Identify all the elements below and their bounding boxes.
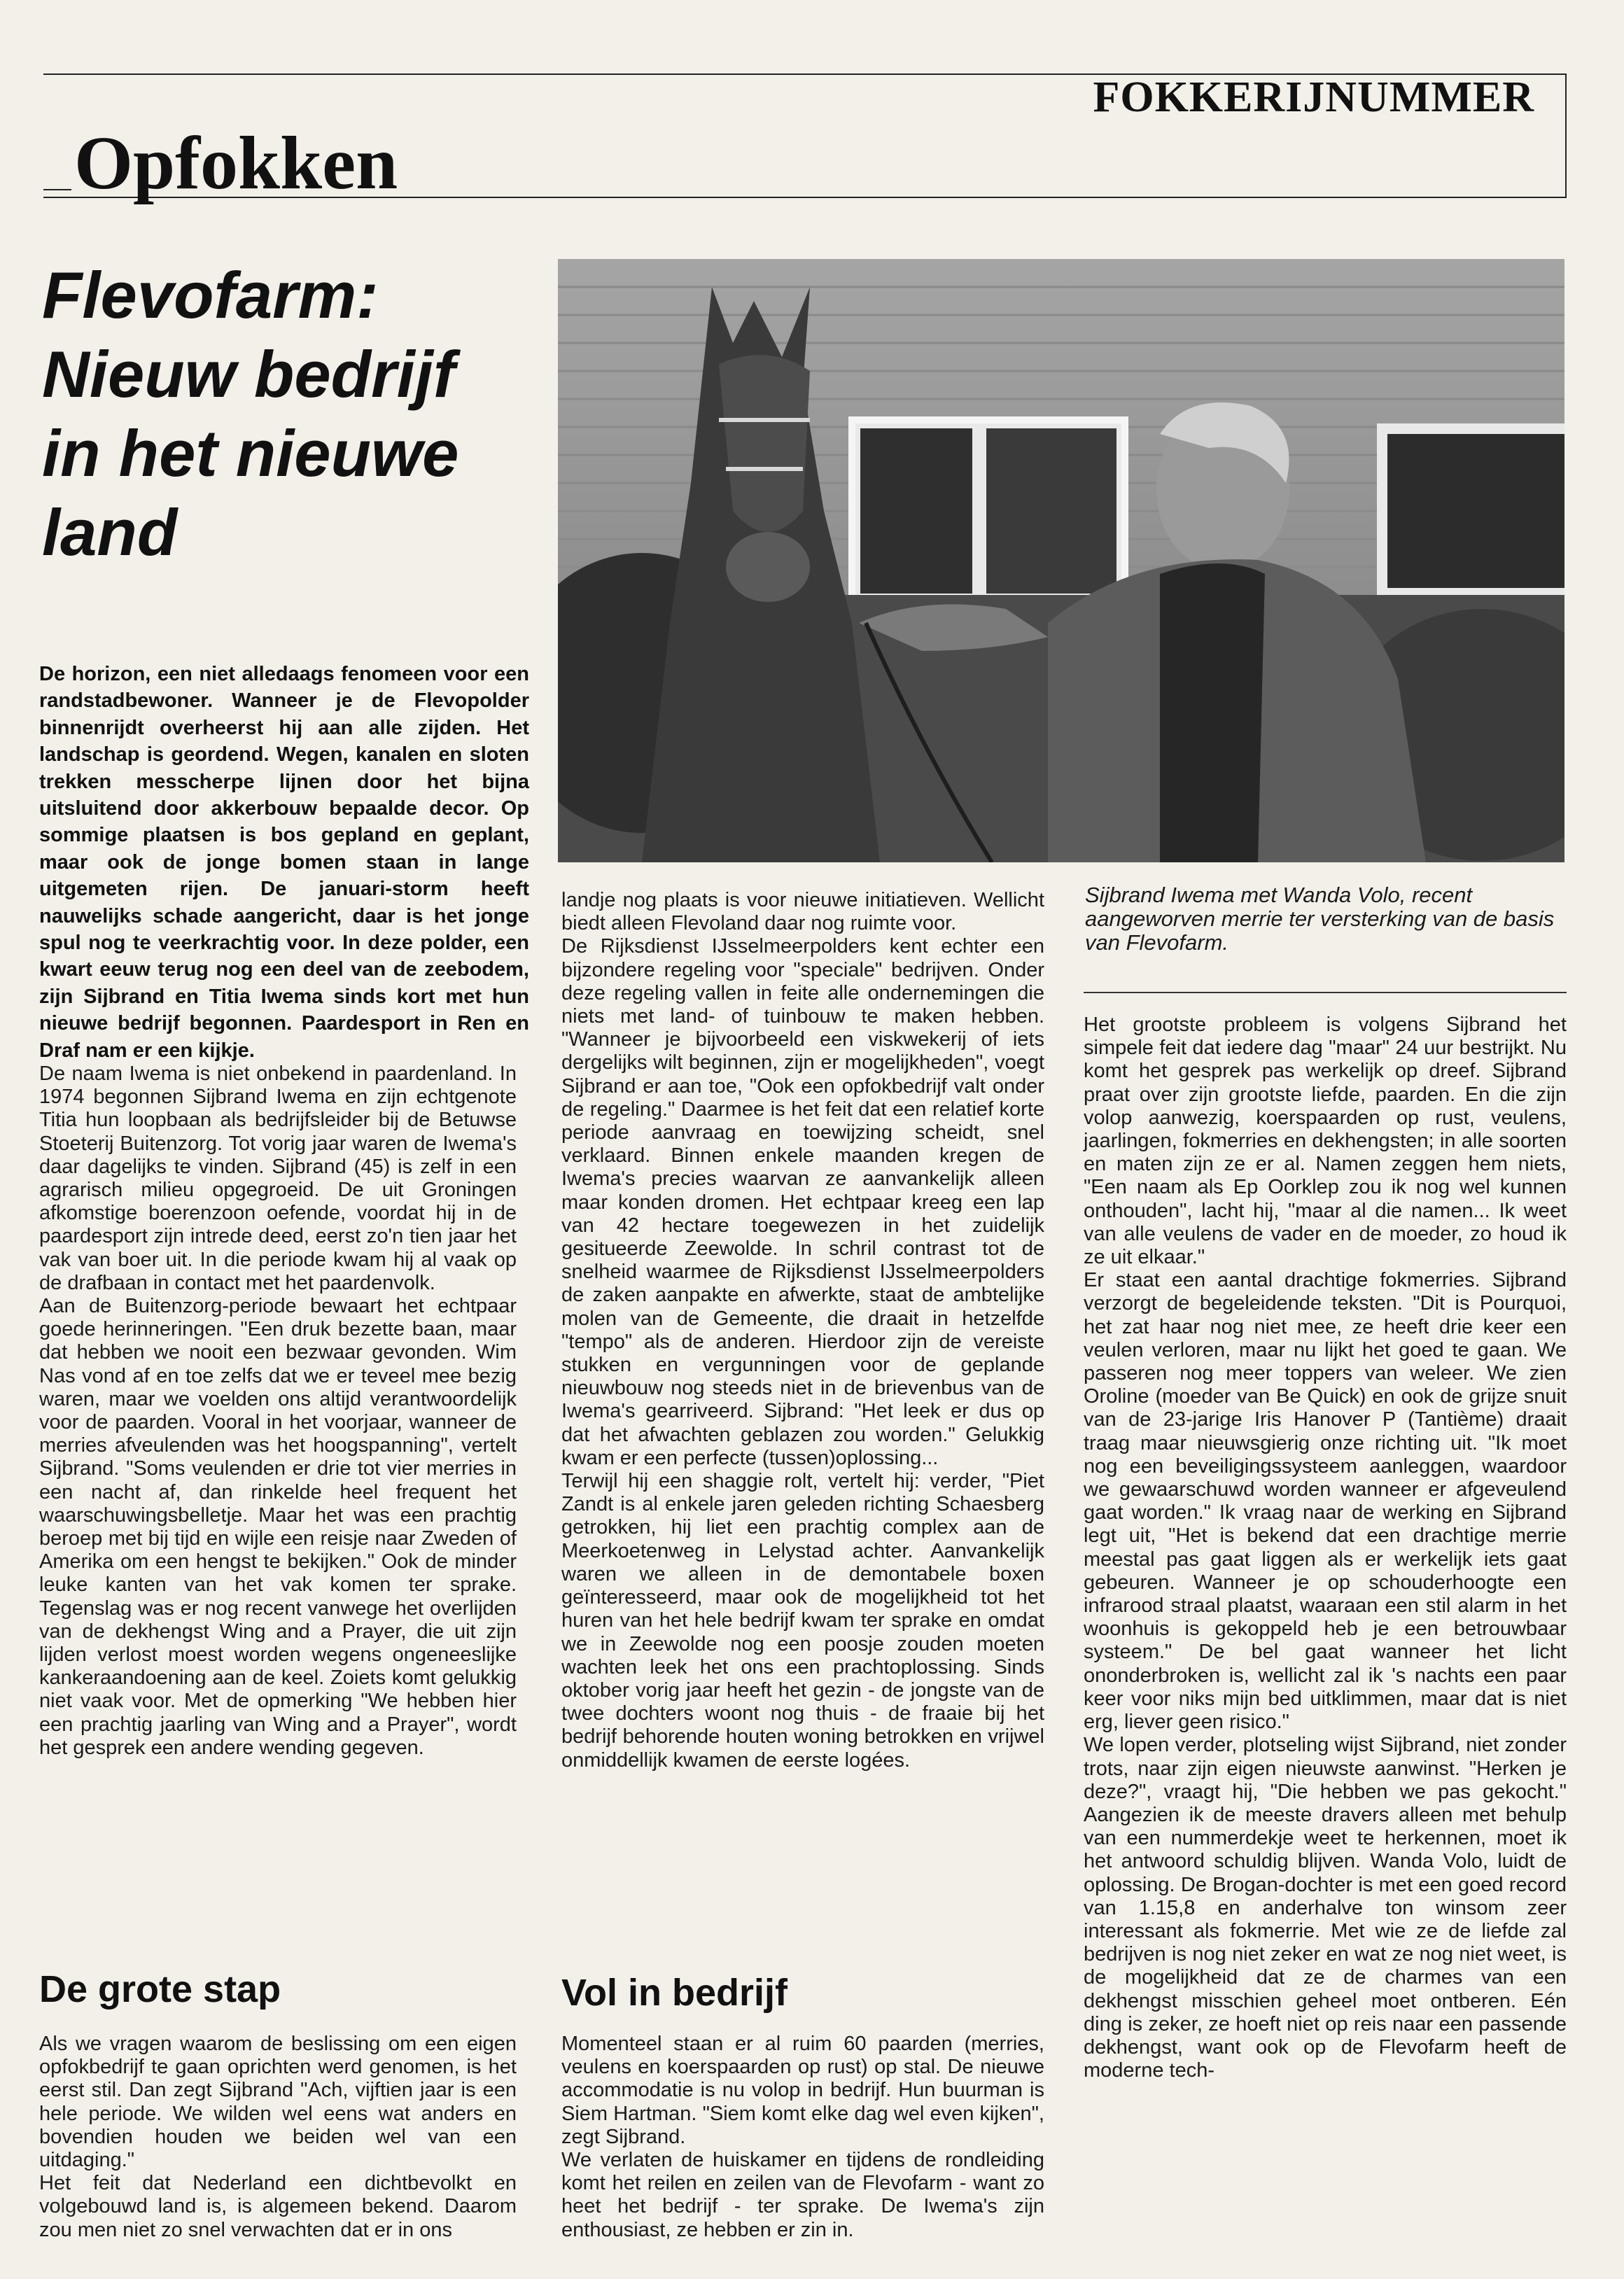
- headline-line: Flevofarm:: [42, 258, 379, 332]
- subhead-vol-in-bedrijf: Vol in bedrijf: [561, 1972, 788, 2014]
- article-column-2b: [561, 2033, 1044, 2242]
- article-column-3: [1084, 1014, 1567, 2082]
- section-title-rule: [43, 189, 71, 190]
- article-column-2: [561, 889, 1044, 1772]
- body-paragraph: We lopen verder, plotseling wijst Sijbrand, niet zonder trots, naar zijn eigen nieuwste aanwinst. "Herken je deze?", vraagt hij, "Die hebben we pas gekocht." Aangezien ik de meeste dravers alleen met behulp van een nummerdekje weet te herkennen, moet ik het antwoord schuldig blijven. Wanda Volo, luidt de oplossing. De Brogan-dochter is met een goed record van 1.15,8 en anderhalve ton winsom zeer interessant als fokmerrie. Met wie ze de liefde zal bedrijven is nog niet zeker en wat ze nog niet weet, is de mogelijkheid dat ze de charmes van een dekhengst misschien geheel moet ontberen. Eén ding is zeker, ze hoeft niet op reis naar een passende dekhengst, want ook op de Flevofarm heeft de moderne tech-: [1084, 1734, 1567, 2082]
- photo-horse-and-man: [558, 259, 1564, 862]
- article-lead: De horizon, een niet alledaags fenomeen voor een randstadbewoner. Wanneer je de Flevopolder binnenrijdt overheerst hij aan alle zijden. Het landschap is geordend. Wegen, kanalen en sloten trekken messcherpe lijnen door het bijna uitsluitend door akkerbouw bepaalde decor. Op sommige plaatsen is bos gepland en geplant, maar ook de jonge bomen staan in lange uitgemeten rijen. De januari-storm heeft nauwelijks schade aangericht, daar is het jonge spul nog te veerkrachtig voor. In deze polder, een kwart eeuw terug nog een deel van de zeebodem, zijn Sijbrand en Titia Iwema sinds kort met hun nieuwe bedrijf begonnen. Paardesport in Ren en Draf nam er een kijkje.: [39, 663, 529, 1062]
- body-paragraph: Het feit dat Nederland een dichtbevolkt en volgebouwd land is, is algemeen bekend. Daarom zou men niet zo snel verwachten dat er in ons: [39, 2172, 517, 2241]
- article-column-1: [39, 1063, 517, 1760]
- body-paragraph: Momenteel staan er al ruim 60 paarden (merries, veulens en koerspaarden op rust) op stal. De nieuwe accommodatie is nu volop in bedrijf. Hun buurman is Siem Hartman. "Siem komt elke dag wel even kijken", zegt Sijbrand.: [561, 2033, 1044, 2148]
- photo-caption: Sijbrand Iwema met Wanda Volo, recent aangeworven merrie ter versterking van de basis van Flevofarm.: [1085, 883, 1555, 955]
- magazine-section-label: FOKKERIJNUMMER: [1093, 73, 1534, 121]
- article-column-1b: [39, 2033, 517, 2242]
- body-paragraph: De Rijksdienst IJsselmeerpolders kent echter een bijzondere regeling voor "speciale" bedrijven. Onder deze regeling vallen in feite alle ondernemingen die niets met land- of tuinbouw te maken hebben. "Wanneer je bijvoorbeeld een viskwekerij of iets dergelijks wilt beginnen, zijn er mogelijkheden", voegt Sijbrand er aan toe, "Ook een opfokbedrijf valt onder de regeling." Daarmee is het feit dat een relatief korte periode aanvraag en toewijzing scheidt, snel verklaard. Binnen enkele maanden kregen de Iwema's precies waarvan ze aanvankelijk alleen maar konden dromen. Het echtpaar kreeg een lap van 42 hectare toegewezen in het zuidelijk gesitueerde Zeewolde. In schril contrast tot de snelheid waarmee de Rijksdienst IJsselmeerpolders de zaken aanpakte en afwerkte, staat de ambtelijke molen van de Gemeente, die draait in hetzelfde "tempo" als de anderen. Hierdoor zijn de vereiste stukken en vergunningen voor de geplande nieuwbouw nog steeds niet in de brievenbus van de Iwema's gearriveerd. Sijbrand: "Het leek er dus op dat het afwachten geblazen zou worden." Gelukkig kwam er een perfecte (tussen)oplossing...: [561, 935, 1044, 1469]
- headline-line: in het nieuwe: [42, 416, 459, 490]
- subhead-de-grote-stap: De grote stap: [39, 1968, 281, 2010]
- headline-line: land: [42, 496, 178, 569]
- article-headline: [42, 255, 546, 572]
- body-paragraph: We verlaten de huiskamer en tijdens de rondleiding komt het reilen en zeilen van de Flevofarm - want zo heet het bedrijf - ter sprake. De Iwema's zijn enthousiast, ze hebben er zin in.: [561, 2149, 1044, 2241]
- body-paragraph: Er staat een aantal drachtige fokmerries. Sijbrand verzorgt de begeleidende teksten. "Dit is Pourquoi, het zat haar nog niet mee, ze heeft drie keer een veulen verloren, maar nu lijkt het goed te gaan. We passeren nog meer toppers van weleer. We zien Oroline (moeder van Be Quick) en ook de grijze snuit van de 23-jarige Iris Hanover P (Tantième) draait traag maar nieuwsgierig onze richting uit. "Ik moet nog een beveiligingssysteem aanleggen, waardoor we gewaarschuwd worden wanneer er afgeveulend gaat worden." Ik vraag naar de werking en Sijbrand legt uit, "Het is bekend dat een drachtige merrie meestal pas gaat liggen als er werkelijk iets gaat gebeuren. Wanneer je op schouderhoogte een infrarood straal plaatst, waaraan een stil alarm in het woonhuis is gekoppeld heb je een betrouwbaar systeem." De bel gaat wanneer het licht ononderbroken is, wellicht zal ik 's nachts een paar keer voor niks mijn bed uitklimmen, maar dat is niet erg, liever geen risico.": [1084, 1269, 1567, 1734]
- body-paragraph: Aan de Buitenzorg-periode bewaart het echtpaar goede herinneringen. "Een druk bezette baan, maar dat hebben we nooit een bezwaar gevonden. Wim Nas vond af en toe zelfs dat we er teveel mee bezig waren, maar we voelden ons altijd verantwoordelijk voor de paarden. Vooral in het voorjaar, wanneer de merries afveulenden was het hoogspanning", vertelt Sijbrand. "Soms veulenden er drie tot vier merries in een nacht af, dan rinkelde heel frequent het waarschuwingsbelletje. Maar het was een prachtig beroep met bij tijd en wijle een reisje naar Zweden of Amerika om een hengst te bekijken." Ook de minder leuke kanten van het vak komen ter sprake. Tegenslag was er nog recent vanwege het overlijden van de dekhengst Wing and a Prayer, die uit zijn lijden verlost moest worden wegens ongeneeslijke kankeraandoening aan de keel. Zoiets komt gelukkig niet vaak voor. Met de opmerking "We hebben hier een prachtig jaarling van Wing and a Prayer", wordt het gesprek een andere wending gegeven.: [39, 1295, 517, 1759]
- caption-rule: [1084, 992, 1567, 993]
- body-paragraph: Als we vragen waarom de beslissing om een eigen opfokbedrijf te gaan oprichten werd genomen, is het eerst stil. Dan zegt Sijbrand "Ach, vijftien jaar is een hele periode. We wilden wel eens wat anders en bovendien houden we beiden wel van een uitdaging.": [39, 2033, 517, 2172]
- article-photo: [558, 259, 1564, 862]
- body-paragraph: landje nog plaats is voor nieuwe initiatieven. Wellicht biedt alleen Flevoland daar nog ruimte voor.: [561, 889, 1044, 935]
- headline-line: Nieuw bedrijf: [42, 337, 456, 411]
- body-paragraph: Terwijl hij een shaggie rolt, vertelt hij: verder, "Piet Zandt is al enkele jaren geleden richting Schaesberg getrokken, hij liet een prachtig complex aan de Meerkoetenweg in Lelystad achter. Aanvankelijk waren we alleen in de demontabele boxen geïnteresseerd, maar ook de mogelijkheid tot het huren van het hele bedrijf kwam ter sprake en omdat we in Zeewolde nog een poosje zouden moeten wachten leek het ons een prachtoplossing. Sinds oktober vorig jaar heeft het gezin - de jongste van de twee dochters woont nog thuis - de fraaie bij het bedrijf behorende houten woning betrokken en vrijwel onmiddellijk kwamen de eerste logées.: [561, 1470, 1044, 1772]
- section-title: Opfokken: [74, 122, 398, 205]
- body-paragraph: Het grootste probleem is volgens Sijbrand het simpele feit dat iedere dag "maar" 24 uur bestrijkt. Nu komt het gesprek pas werkelijk op dreef. Sijbrand praat over zijn grootste liefde, paarden. En die zijn volop aanwezig, koerspaarden op rust, veulens, jaarlingen, fokmerries en dekhengsten; in alle soorten en maten zijn ze er al. Namen zeggen hem niets, "Een naam als Ep Oorklep zou ik nog wel kunnen onthouden", lacht hij, "maar al die namen... Ik weet van alle veulens de vader en de moeder, zo houd ik ze uit elkaar.": [1084, 1014, 1567, 1269]
- body-paragraph: De naam Iwema is niet onbekend in paardenland. In 1974 begonnen Sijbrand Iwema en zijn echtgenote Titia hun loopbaan als bedrijfsleider bij de Betuwse Stoeterij Buitenzorg. Tot vorig jaar waren de Iwema's daar dagelijks te vinden. Sijbrand (45) is zelf in een agrarisch milieu opgegroeid. De uit Groningen afkomstige boerenzoon oefende, voordat hij in de paardesport zijn intrede deed, eerst zo'n tien jaar het vak van boer uit. In die periode kwam hij al vaak op de drafbaan in contact met het paardenvolk.: [39, 1063, 517, 1294]
